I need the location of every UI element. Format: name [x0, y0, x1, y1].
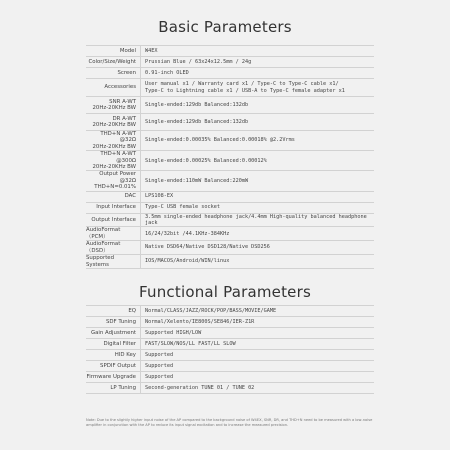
functional-parameters-title: Functional Parameters	[139, 283, 311, 301]
spec-value: Single-ended:0.00025% Balanced:0.00012%	[141, 151, 375, 171]
spec-row	[86, 361, 374, 372]
spec-label: SPDIF Output	[86, 361, 141, 372]
spec-row	[86, 306, 374, 317]
spec-row	[86, 191, 374, 202]
spec-value: Prussian Blue / 63x24x12.5mm / 24g	[141, 57, 375, 68]
spec-value: Supported HIGH/LOW	[141, 328, 375, 339]
spec-value: FAST/SLOW/NOS/LL FAST/LL SLOW	[141, 339, 375, 350]
spec-label: DAC	[86, 191, 141, 202]
spec-row	[86, 339, 374, 350]
spec-row	[86, 46, 374, 57]
spec-label: THD+N A-WT @32Ω 20Hz-20KHz BW	[86, 131, 141, 151]
spec-value: 0.91-inch OLED	[141, 68, 375, 79]
spec-value: Normal/CLASS/JAZZ/ROCK/POP/BASS/MOVIE/GAME	[141, 306, 375, 317]
spec-value: Normal/Xelento/IE800S/SE846/IER-Z1R	[141, 317, 375, 328]
spec-value: 16/24/32bit /44.1KHz-384KHz	[141, 227, 375, 241]
footnote: Note: Due to the slightly higher input noise of the AP compared to the background noise of W4EX, SNR, DR, and THD+N need to be measured with a low-noise amplifier in conjunction with the AP to reduce its input signal excitation and to increase the measured precision.	[86, 418, 373, 427]
spec-label: SNR A-WT 20Hz-20KHz BW	[86, 97, 141, 114]
spec-value: Supported	[141, 361, 375, 372]
spec-label: Color/Size/Weight	[86, 57, 141, 68]
spec-row	[86, 131, 374, 151]
spec-label: AudioFormat（DSD）	[86, 241, 141, 255]
spec-row	[86, 241, 374, 255]
spec-row	[86, 328, 374, 339]
spec-value: 3.5mm single-ended headphone jack/4.4mm High-quality balanced headphone jack	[141, 213, 375, 227]
spec-row	[86, 227, 374, 241]
spec-value: LPS108-EX	[141, 191, 375, 202]
spec-row	[86, 79, 374, 97]
basic-parameters-title: Basic Parameters	[158, 18, 292, 36]
spec-row	[86, 68, 374, 79]
spec-label: Output Interface	[86, 213, 141, 227]
spec-label: Output Power @32Ω THD+N=0.01%	[86, 171, 141, 191]
spec-label: Input Interface	[86, 202, 141, 213]
spec-row	[86, 151, 374, 171]
spec-value: IOS/MACOS/Android/WIN/linux	[141, 255, 375, 269]
spec-value: Native DSD64/Native DSD128/Native DSD256	[141, 241, 375, 255]
spec-label: Model	[86, 46, 141, 57]
spec-label: THD+N A-WT @300Ω 20Hz-20KHz BW	[86, 151, 141, 171]
spec-label: Supported Systems	[86, 255, 141, 269]
spec-label: HID Key	[86, 350, 141, 361]
spec-value: Supported	[141, 372, 375, 383]
spec-value: Single-ended:0.00035% Balanced:0.00018% @2.2Vrms	[141, 131, 375, 151]
spec-label: AudioFormat（PCM）	[86, 227, 141, 241]
spec-value: Second-generation TUNE 01 / TUNE 02	[141, 383, 375, 394]
spec-label: Digital Filter	[86, 339, 141, 350]
spec-label: Firmware Upgrade	[86, 372, 141, 383]
spec-row	[86, 97, 374, 114]
spec-value: Type-C USB female socket	[141, 202, 375, 213]
spec-value: Single-ended:129db Balanced:132db	[141, 114, 375, 131]
spec-value: Single-ended:129db Balanced:132db	[141, 97, 375, 114]
spec-row	[86, 213, 374, 227]
spec-row	[86, 317, 374, 328]
functional-parameters-table	[86, 305, 374, 394]
spec-value: W4EX	[141, 46, 375, 57]
spec-label: DR A-WT 20Hz-20KHz BW	[86, 114, 141, 131]
spec-value: Supported	[141, 350, 375, 361]
spec-label: SDF Tuning	[86, 317, 141, 328]
spec-row	[86, 57, 374, 68]
spec-row	[86, 372, 374, 383]
spec-value: Single-ended:110mW Balanced:220mW	[141, 171, 375, 191]
spec-row	[86, 202, 374, 213]
spec-label: EQ	[86, 306, 141, 317]
spec-row	[86, 383, 374, 394]
spec-row	[86, 171, 374, 191]
spec-value: User manual x1 / Warranty card x1 / Type-C to Type-C cable x1/ Type-C to Lightning cable x1 / USB-A to Type-C female adapter x1	[141, 79, 375, 97]
basic-parameters-table	[86, 45, 374, 269]
spec-row	[86, 255, 374, 269]
spec-label: LP Tuning	[86, 383, 141, 394]
spec-label: Screen	[86, 68, 141, 79]
spec-label: Gain Adjustment	[86, 328, 141, 339]
spec-row	[86, 350, 374, 361]
spec-row	[86, 114, 374, 131]
spec-label: Accessories	[86, 79, 141, 97]
